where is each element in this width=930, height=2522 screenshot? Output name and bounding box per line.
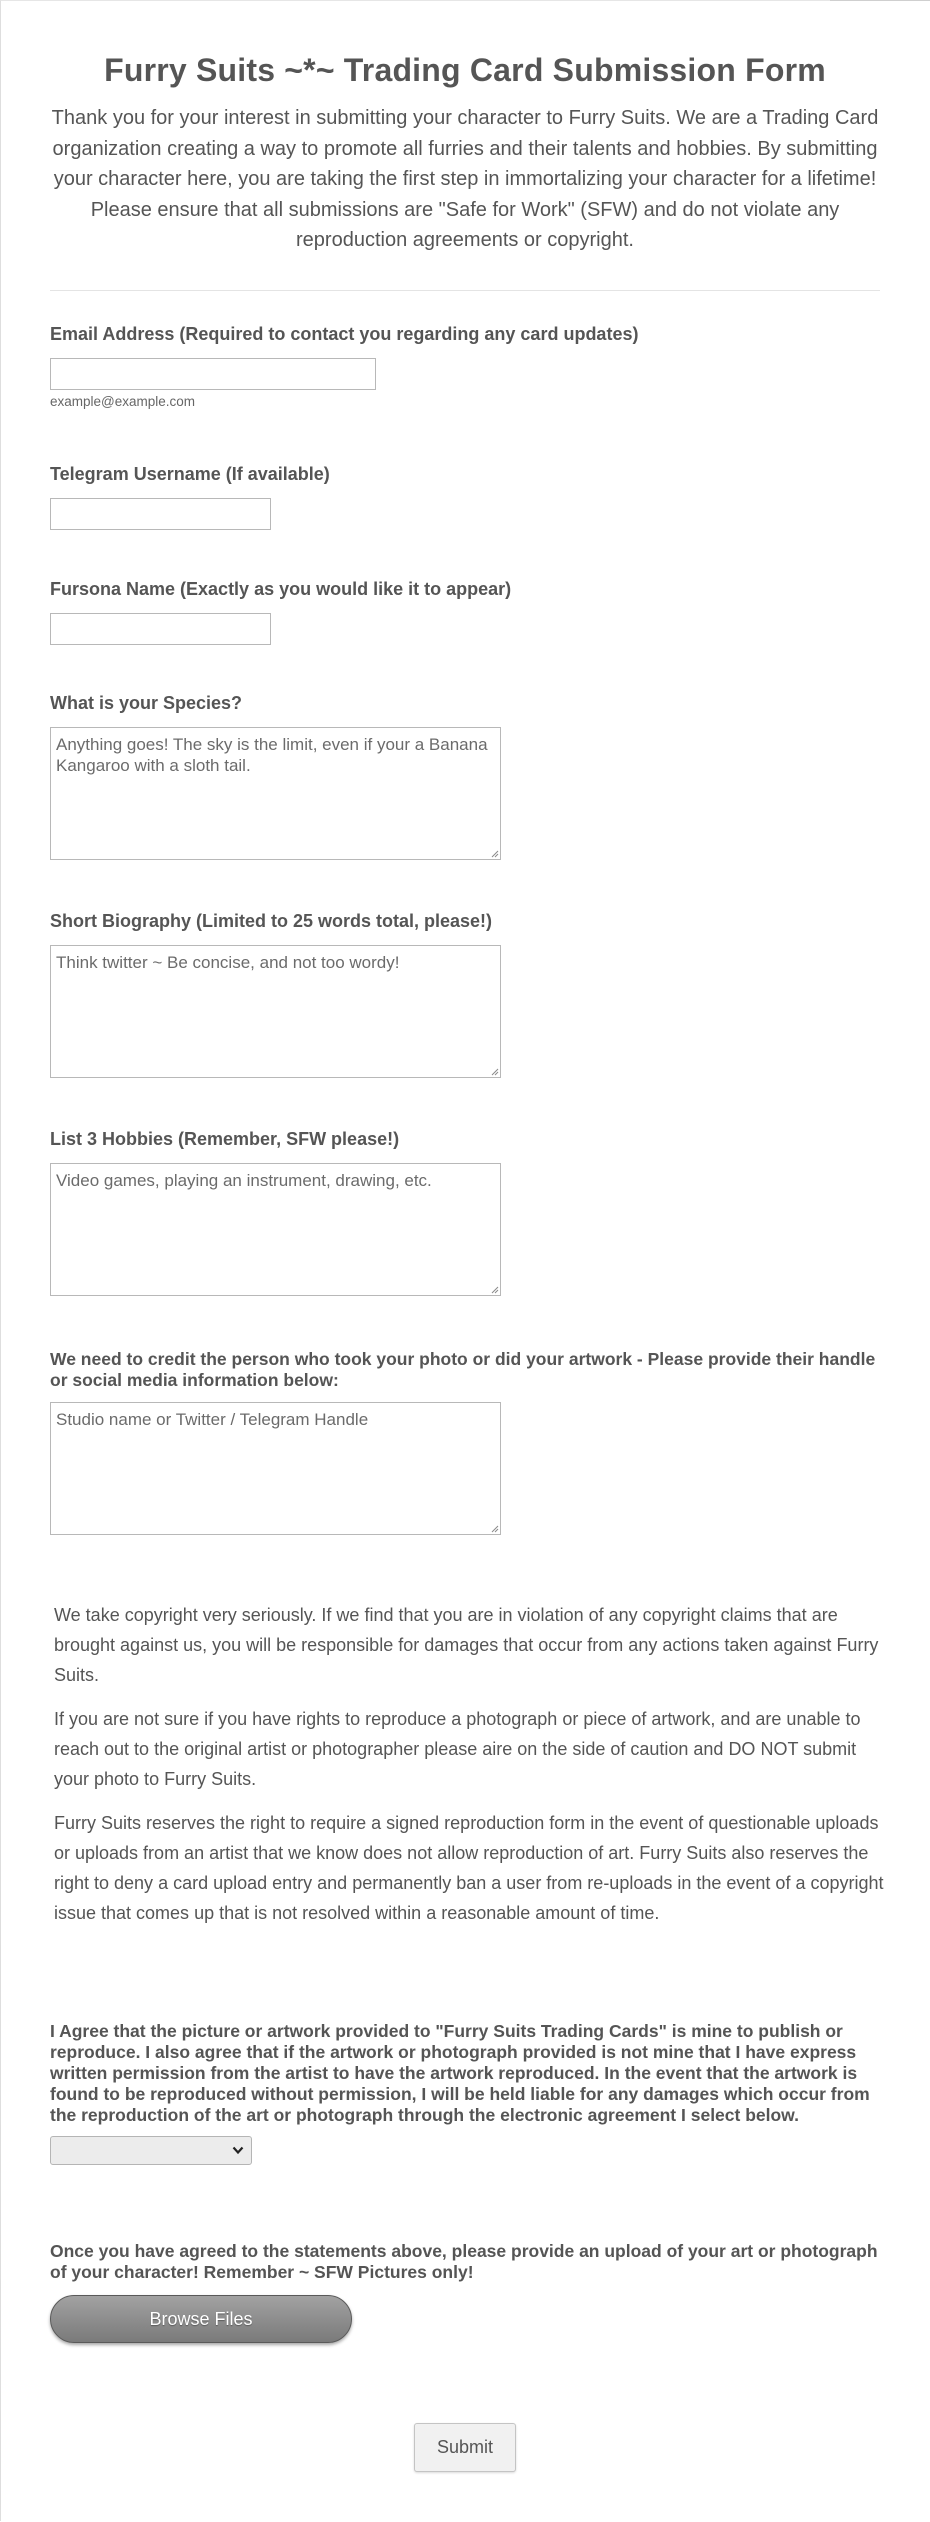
upload-label: Once you have agreed to the statements above, please provide an upload of your art or photograph of your character! Remember ~ SFW Pictures only!: [50, 2241, 878, 2282]
form-intro: Thank you for your interest in submitting your character to Furry Suits. We are a Trading Card organization creating a way to promote all furries and their talents and hobbies. By submitting your character here, you are taking the first step in immortalizing your character for a lifetime! Please ensure that all submissions are "Safe for Work" (SFW) and do not violate any reproduction agreements or copyright.: [51, 107, 879, 251]
top-rule: [830, 0, 930, 1]
hobbies-textarea[interactable]: [50, 1163, 501, 1296]
hobbies-label: List 3 Hobbies (Remember, SFW please!): [50, 1129, 400, 1149]
resize-grip-icon[interactable]: [489, 1284, 499, 1294]
agreement-question: [50, 2021, 880, 2165]
species-textarea[interactable]: [50, 727, 501, 860]
email-input[interactable]: [50, 358, 376, 390]
copyright-notice: [54, 1600, 884, 1942]
telegram-question: [50, 463, 880, 530]
form-header: [50, 52, 880, 256]
header-divider: [50, 290, 880, 291]
credit-textarea[interactable]: [50, 1402, 501, 1535]
chevron-down-icon: [231, 2143, 245, 2157]
browse-files-button[interactable]: Browse Files: [50, 2295, 352, 2343]
agreement-select[interactable]: [50, 2136, 252, 2165]
telegram-label: Telegram Username (If available): [50, 464, 330, 484]
biography-label: Short Biography (Limited to 25 words total, please!): [50, 911, 493, 931]
fursona-question: [50, 578, 880, 645]
resize-grip-icon[interactable]: [489, 1523, 499, 1533]
copyright-paragraph-3: Furry Suits reserves the right to require a signed reproduction form in the event of questionable uploads or uploads from an artist that we know does not allow reproduction of art. Furry Suits also reserves the right to deny a card upload entry and permanently ban a user from re-uploads in the event of a copyright issue that comes up that is not resolved within a reasonable amount of time.: [54, 1813, 884, 1923]
email-label: Email Address (Required to contact you regarding any card updates): [50, 324, 639, 344]
credit-question: [50, 1349, 880, 1535]
biography-textarea[interactable]: [50, 945, 501, 1078]
fursona-input[interactable]: [50, 613, 271, 645]
form-title: Furry Suits ~*~ Trading Card Submission Form: [104, 52, 826, 88]
hobbies-placeholder: Video games, playing an instrument, drawing, etc.: [56, 1171, 432, 1190]
species-question: [50, 692, 880, 860]
telegram-input[interactable]: [50, 498, 271, 530]
copyright-paragraph-1: We take copyright very seriously. If we find that you are in violation of any copyright claims that are brought against us, you will be responsible for damages that occur from any actions taken against Furry Suits.: [54, 1605, 879, 1685]
species-placeholder: Anything goes! The sky is the limit, even if your a Banana Kangaroo with a sloth tail.: [56, 735, 488, 775]
credit-label: We need to credit the person who took your photo or did your artwork - Please provide their handle or social media information below:: [50, 1349, 876, 1390]
email-question: [50, 323, 880, 409]
hobbies-question: [50, 1128, 880, 1296]
biography-question: [50, 910, 880, 1078]
fursona-label: Fursona Name (Exactly as you would like it to appear): [50, 579, 512, 599]
email-sublabel: example@example.com: [50, 394, 196, 409]
credit-placeholder: Studio name or Twitter / Telegram Handle: [56, 1410, 369, 1429]
agreement-label: I Agree that the picture or artwork provided to "Furry Suits Trading Cards" is mine to publish or reproduce. I also agree that if the artwork or photograph provided is not mine that I have express written permission from the artist to have the artwork reproduced. In the event that the artwork is found to be reproduced without permission, I will be held liable for any damages which occur from the reproduction of the art or photograph through the electronic agreement I select below.: [50, 2021, 870, 2125]
submit-button[interactable]: Submit: [414, 2423, 516, 2472]
biography-placeholder: Think twitter ~ Be concise, and not too wordy!: [56, 953, 400, 972]
resize-grip-icon[interactable]: [489, 1066, 499, 1076]
species-label: What is your Species?: [50, 693, 243, 713]
copyright-paragraph-2: If you are not sure if you have rights to reproduce a photograph or piece of artwork, and are unable to reach out to the original artist or photographer please aire on the side of caution and DO NOT submit your photo to Furry Suits.: [54, 1709, 861, 1789]
upload-question: [50, 2241, 880, 2343]
resize-grip-icon[interactable]: [489, 848, 499, 858]
